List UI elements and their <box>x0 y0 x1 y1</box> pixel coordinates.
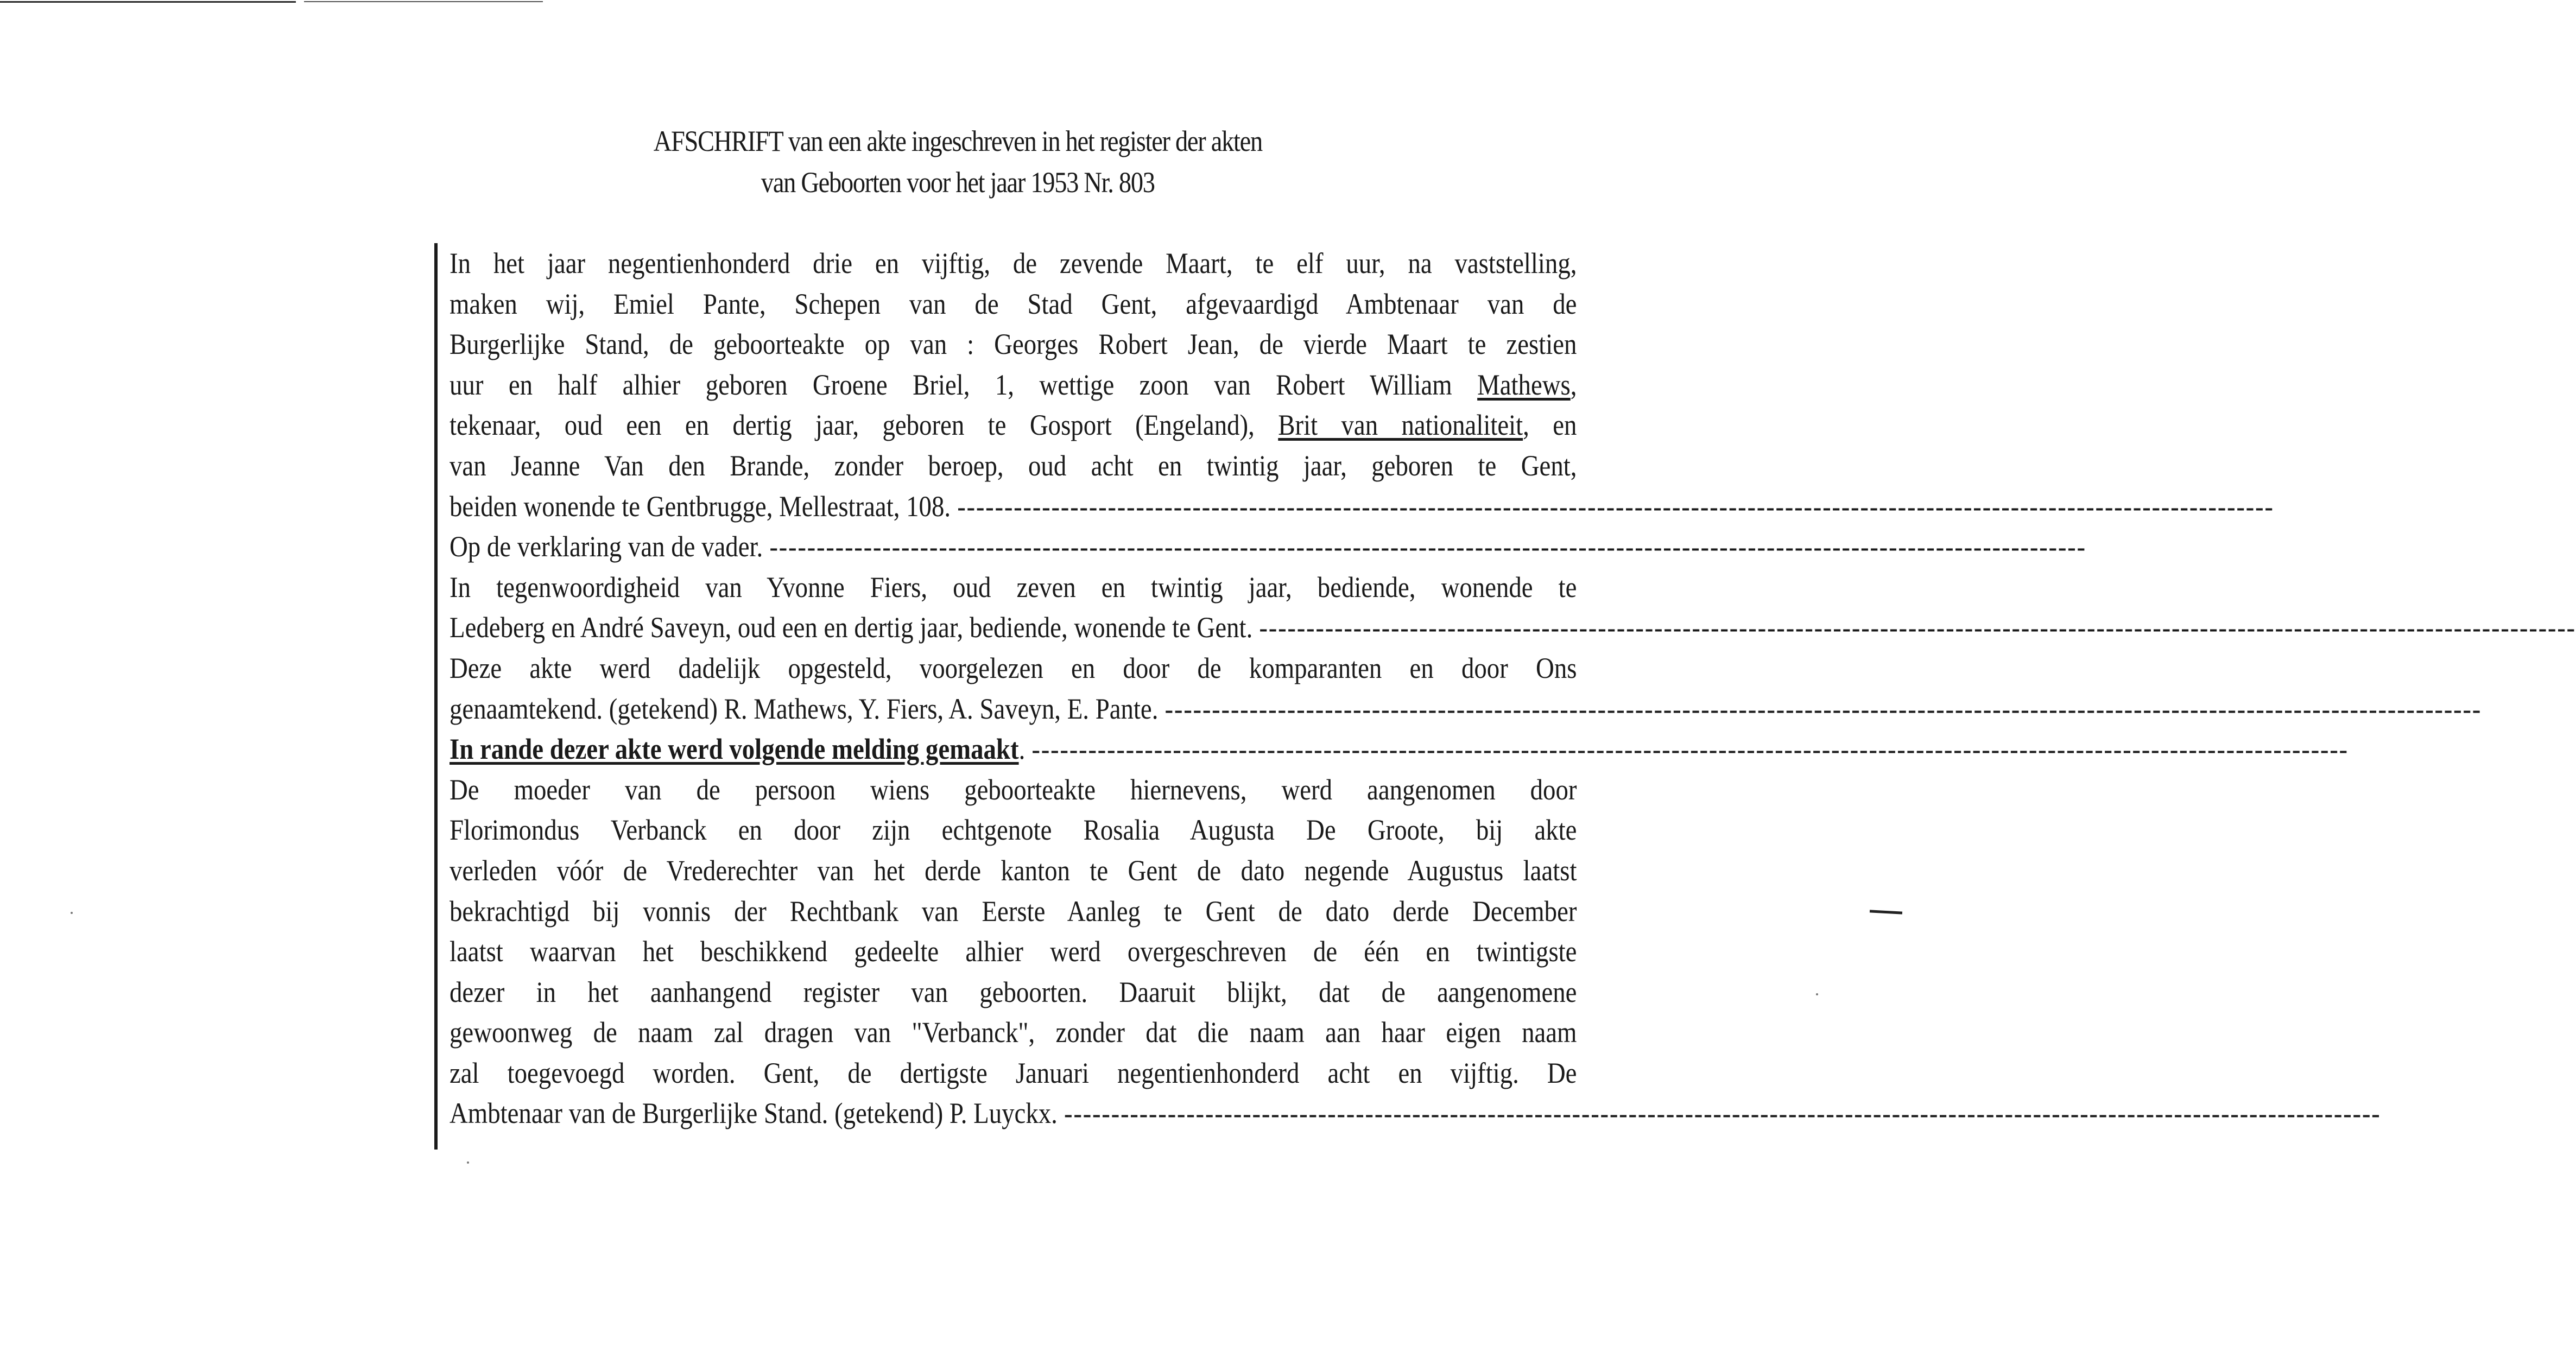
text-line: De moeder van de persoon wiens geboorteakte hiernevens, werd aangenomen door <box>450 773 1577 806</box>
text-fragment: , en <box>1523 409 1577 442</box>
text-line: van Jeanne Van den Brande, zonder beroep, oud acht en twintig jaar, geboren te Gent, <box>450 449 1577 482</box>
text-line <box>450 486 2274 527</box>
scan-edge-line <box>0 1 296 3</box>
text-line: gewoonweg de naam zal dragen van "Verbanck", zonder dat die naam aan haar eigen naam <box>450 1016 1577 1049</box>
text-fragment: uur en half alhier geboren Groene Briel, 1, wettige zoon van Robert William <box>450 368 1478 401</box>
text-line <box>450 365 1577 405</box>
text-line <box>450 729 2349 770</box>
dash-filler: -------------------------------------------------------------------------------------------------------------------------------------------- <box>1259 611 2576 644</box>
text-fragment: , <box>1570 368 1577 401</box>
text-fragment: Ambtenaar van de Burgerlijke Stand. (getekend) P. Luyckx. <box>450 1097 1058 1130</box>
text-fragment: Op de verklaring van de vader. <box>450 530 763 563</box>
text-line: Burgerlijke Stand, de geboorteakte op van : Georges Robert Jean, de vierde Maart te zestien <box>450 328 1577 361</box>
scan-speck <box>467 1161 469 1164</box>
deed-text <box>450 243 2576 1134</box>
dash-filler: -------------------------------------------------------------------------------------------------------------------------------------------- <box>769 530 2086 563</box>
text-line <box>450 1093 2381 1134</box>
text-line: maken wij, Emiel Pante, Schepen van de Stad Gent, afgevaardigd Ambtenaar van de <box>450 287 1577 320</box>
scan-speck <box>1816 993 1818 995</box>
text-line: In tegenwoordigheid van Yvonne Fiers, oud zeven en twintig jaar, bediende, wonende te <box>450 570 1577 604</box>
text-line: verleden vóór de Vrederechter van het derde kanton te Gent de dato negende Augustus laatst <box>450 854 1577 887</box>
text-fragment: Ledeberg en André Saveyn, oud een en dertig jaar, bediende, wonende te Gent. <box>450 611 1253 644</box>
text-line <box>450 607 2576 648</box>
marginal-note-heading: In rande dezer akte werd volgende melding gemaakt <box>450 733 1019 766</box>
text-fragment: genaamtekend. (getekend) R. Mathews, Y. Fiers, A. Saveyn, E. Pante. <box>450 692 1159 725</box>
text-line <box>450 526 2086 567</box>
text-line: Deze akte werd dadelijk opgesteld, voorgelezen en door de komparanten en door Ons <box>450 651 1577 684</box>
text-line: Florimondus Verbanck en door zijn echtgenote Rosalia Augusta De Groote, bij akte <box>450 814 1577 847</box>
text-fragment: tekenaar, oud een en dertig jaar, geboren te Gosport (Engeland), <box>450 409 1278 442</box>
text-line: zal toegevoegd worden. Gent, de dertigste Januari negentienhonderd acht en vijftig. De <box>450 1056 1577 1089</box>
title-line-2: van Geboorten voor het jaar 1953 Nr. 803 <box>761 166 1155 199</box>
text-line: laatst waarvan het beschikkend gedeelte alhier werd overgeschreven de één en twintigste <box>450 935 1577 968</box>
text-fragment: . <box>1018 733 1026 766</box>
scan-edge-line <box>304 1 543 2</box>
text-fragment: beiden wonende te Gentbrugge, Mellestraat, 108. <box>450 490 951 523</box>
text-line <box>450 689 2482 729</box>
dash-filler: -------------------------------------------------------------------------------------------------------------------------------------------- <box>957 490 2274 523</box>
underlined-name: Mathews <box>1477 368 1571 401</box>
dash-filler: -------------------------------------------------------------------------------------------------------------------------------------------- <box>1031 733 2349 766</box>
dash-filler: -------------------------------------------------------------------------------------------------------------------------------------------- <box>1164 692 2482 725</box>
underlined-nationality: Brit van nationaliteit <box>1278 409 1523 442</box>
margin-mark <box>1870 910 1902 914</box>
dash-filler: -------------------------------------------------------------------------------------------------------------------------------------------- <box>1064 1097 2381 1130</box>
title-line-1: AFSCHRIFT van een akte ingeschreven in het register der akten <box>653 125 1262 157</box>
text-line: In het jaar negentienhonderd drie en vijftig, de zevende Maart, te elf uur, na vaststelling, <box>450 247 1577 280</box>
text-line <box>450 405 1577 446</box>
deed-text-block <box>434 243 2576 1150</box>
scan-speck <box>71 912 73 914</box>
text-line: bekrachtigd bij vonnis der Rechtbank van Eerste Aanleg te Gent de dato derde December <box>450 894 1577 928</box>
document-title <box>140 120 1776 203</box>
text-line: dezer in het aanhangend register van geboorten. Daaruit blijkt, dat de aangenomene <box>450 975 1577 1008</box>
